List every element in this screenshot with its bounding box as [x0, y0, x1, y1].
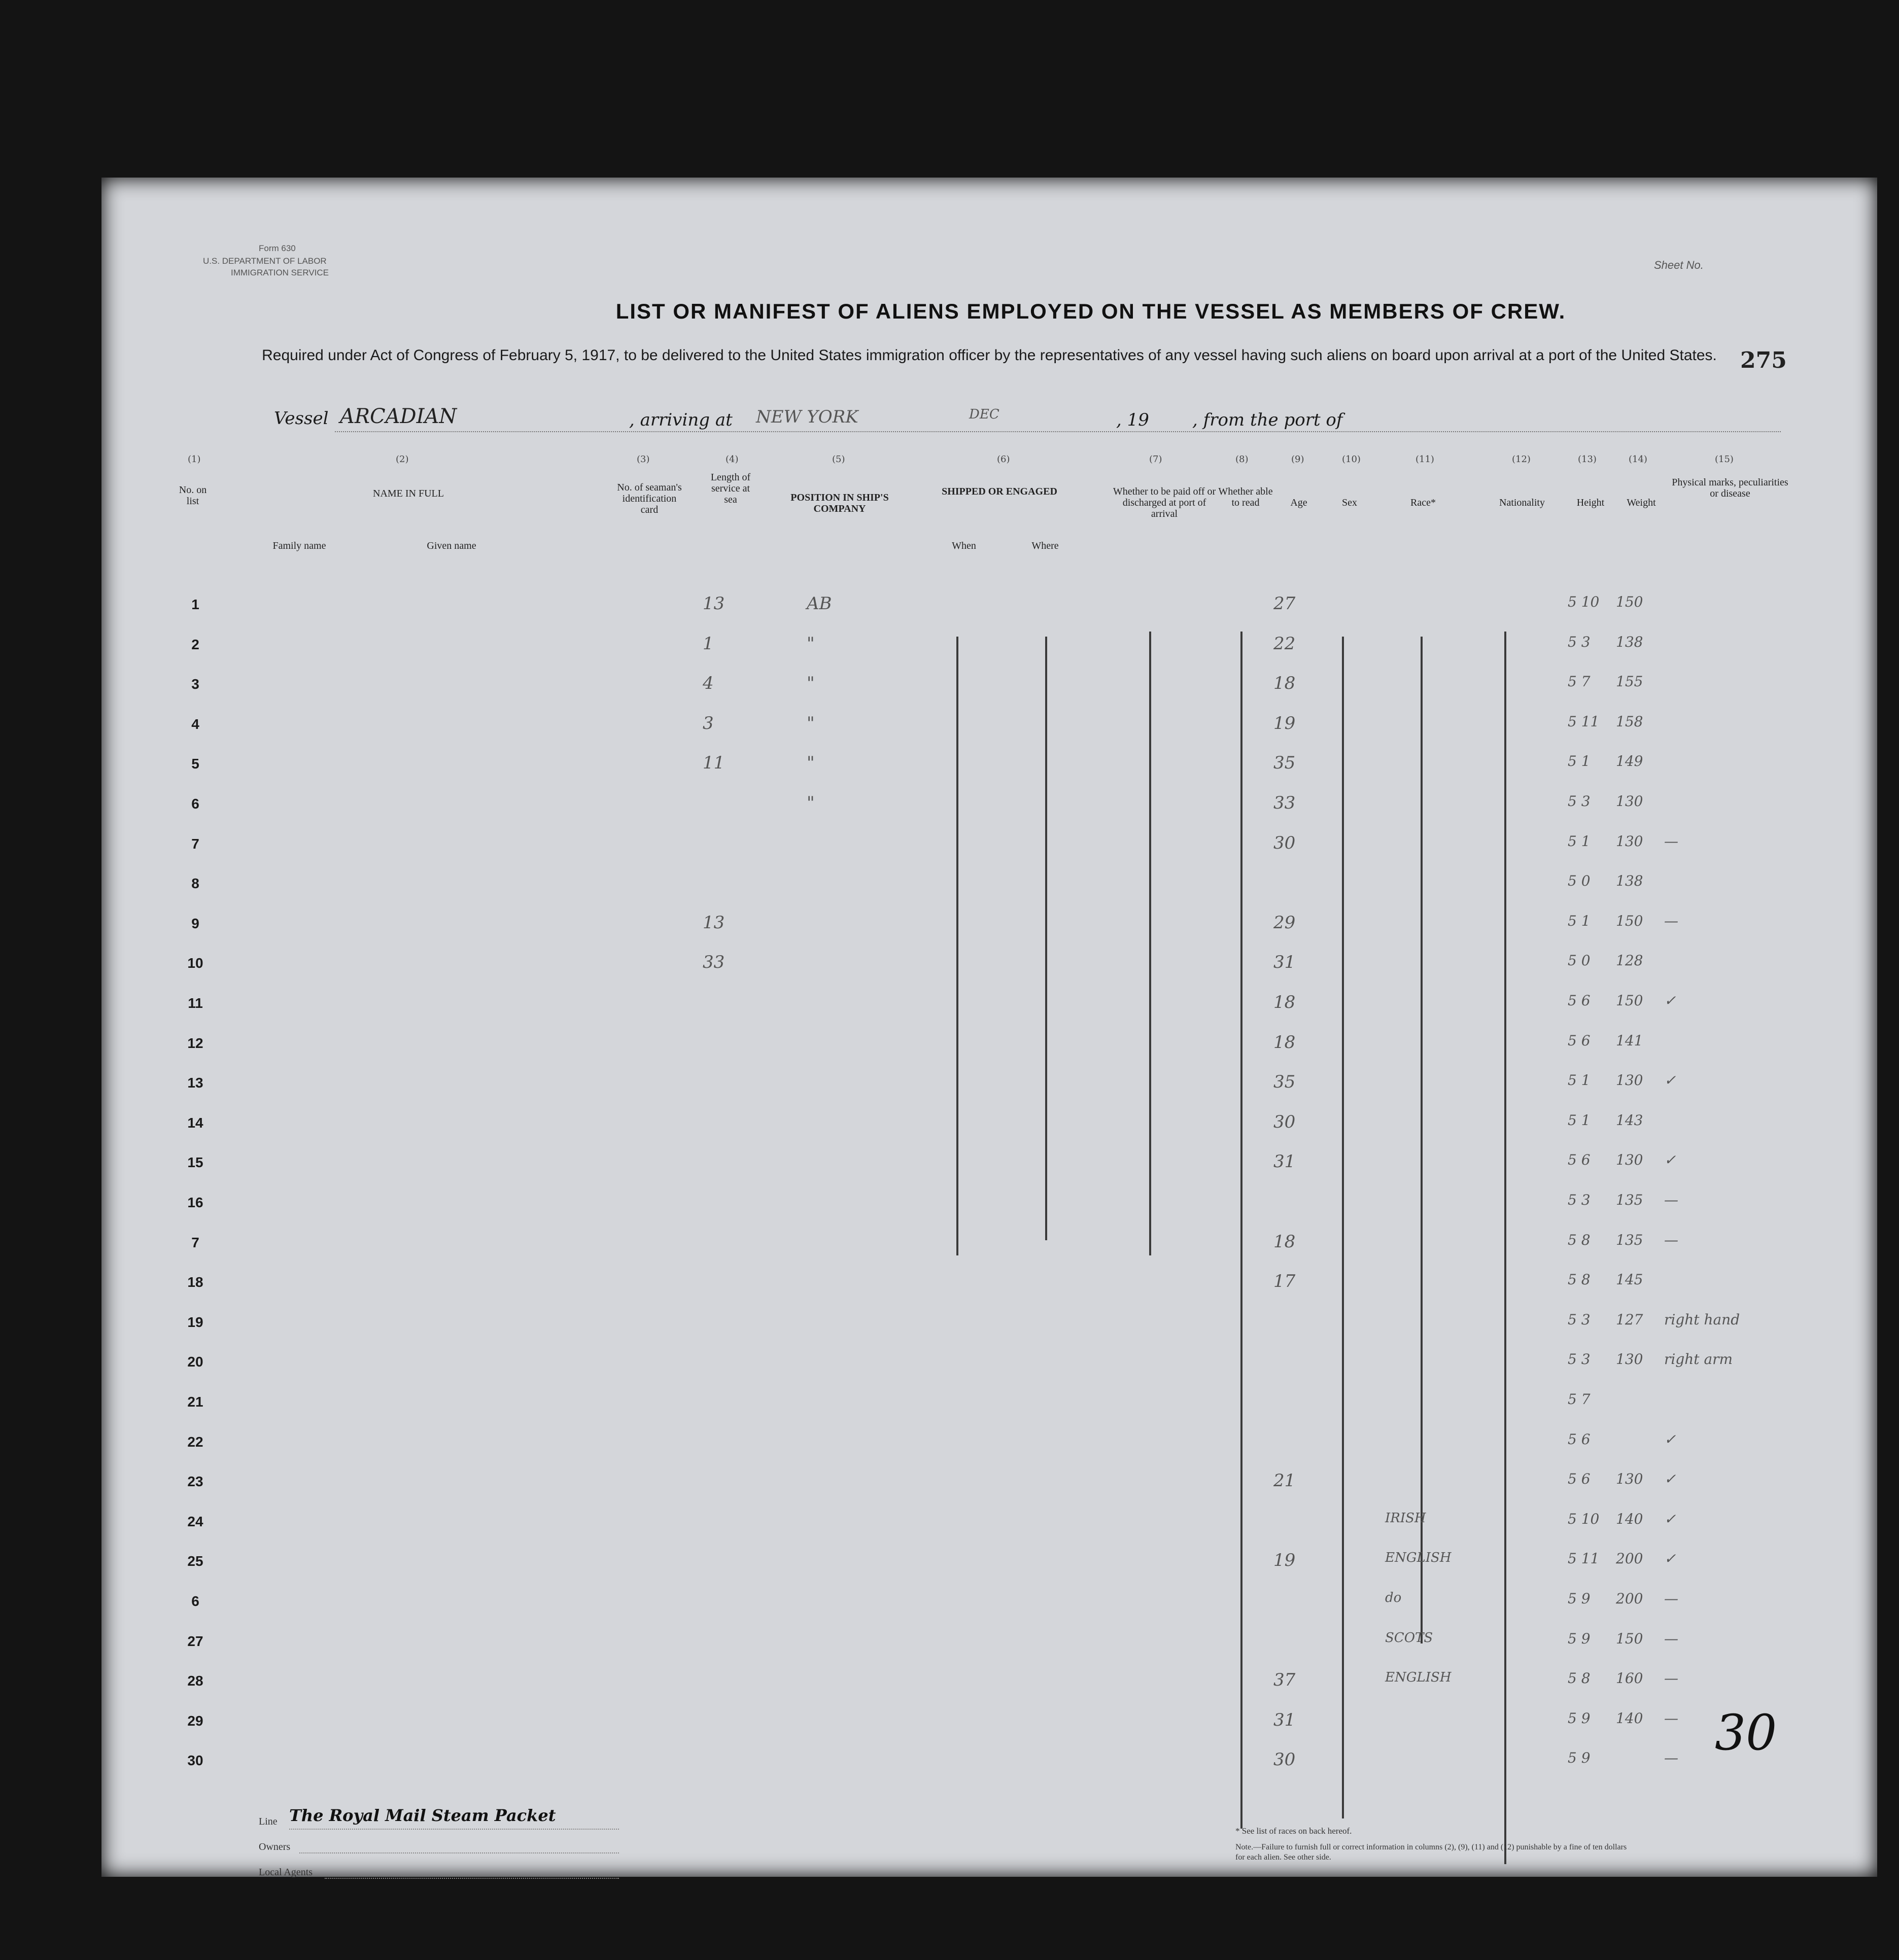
row-weight: 140 [1616, 1709, 1643, 1727]
row-height: 5 1 [1568, 753, 1591, 770]
row-weight: 138 [1616, 872, 1643, 890]
row-age: 33 [1273, 793, 1296, 813]
footer-race-note: * See list of races on back hereof. [1235, 1826, 1352, 1836]
from-port-label: , from the port of [1192, 410, 1343, 430]
col-head-paid-off: Whether to be paid off or discharged at port of arrival [1113, 486, 1216, 519]
row-marks: — [1664, 1192, 1678, 1208]
row-race: ENGLISH [1385, 1550, 1452, 1566]
row-position: " [807, 633, 815, 654]
row-height: 5 6 [1568, 1032, 1591, 1049]
row-weight: 138 [1616, 633, 1643, 650]
col-num-8: (8) [1235, 454, 1249, 465]
row-height: 5 7 [1568, 673, 1591, 690]
row-service: 1 [703, 633, 714, 654]
row-number: 25 [187, 1553, 203, 1569]
row-marks: — [1664, 1630, 1678, 1647]
row-service: 13 [703, 912, 725, 933]
footer-line-label: Line [259, 1816, 278, 1827]
ditto-line-where [1045, 637, 1047, 1240]
row-weight: 130 [1616, 1471, 1643, 1488]
page-subtitle: Required under Act of Congress of February 5, 1917, to be delivered to the United States immigration officer by the representatives of any vessel having such aliens on board upon arrival at a port of the United States. [262, 347, 1717, 364]
row-marks: ✓ [1664, 1510, 1676, 1527]
footer-owners-label: Owners [259, 1841, 291, 1852]
col-head-position: POSITION IN SHIP'S COMPANY [790, 492, 889, 514]
vessel-underline [335, 431, 1781, 432]
row-height: 5 1 [1568, 912, 1591, 929]
col-head-id-card: No. of seaman's identification card [617, 482, 682, 515]
col-head-race: Race* [1410, 497, 1436, 508]
row-number: 7 [191, 1234, 199, 1250]
row-number: 5 [191, 756, 199, 772]
col-head-where: Where [1031, 540, 1059, 551]
row-height: 5 11 [1568, 713, 1600, 730]
row-weight: 127 [1616, 1311, 1643, 1328]
col-head-family: Family name [272, 540, 326, 551]
row-age: 30 [1273, 1111, 1296, 1132]
row-age: 19 [1273, 1550, 1296, 1571]
col-head-marks: Physical marks, peculiarities or disease [1672, 477, 1788, 499]
row-age: 31 [1273, 1709, 1296, 1730]
row-marks: — [1664, 1670, 1678, 1687]
col-head-nationality: Nationality [1499, 497, 1545, 508]
form-number: Form 630 [259, 243, 296, 253]
service-name: IMMIGRATION SERVICE [231, 268, 329, 277]
footer-agents-label: Local Agents [259, 1867, 313, 1878]
row-marks: — [1664, 1749, 1678, 1767]
row-weight: 135 [1616, 1192, 1643, 1208]
row-height: 5 6 [1568, 992, 1591, 1009]
footer-line-value: The Royal Mail Steam Packet [289, 1806, 556, 1825]
row-weight: 130 [1616, 832, 1643, 850]
total-count-annotation: 30 [1715, 1704, 1777, 1761]
row-age: 37 [1273, 1670, 1296, 1691]
row-age: 19 [1273, 713, 1296, 733]
row-height: 5 8 [1568, 1231, 1591, 1248]
col-num-1: (1) [188, 454, 201, 465]
ditto-line-sex [1342, 637, 1344, 1818]
ditto-line-race [1421, 637, 1423, 1643]
col-head-no: No. on list [179, 484, 207, 507]
row-weight: 149 [1616, 753, 1643, 770]
row-age: 18 [1273, 673, 1296, 694]
row-height: 5 9 [1568, 1749, 1591, 1767]
row-weight: 200 [1616, 1590, 1643, 1607]
row-service: 33 [703, 952, 725, 973]
row-race: SCOTS [1385, 1630, 1433, 1646]
row-height: 5 3 [1568, 1311, 1591, 1328]
row-height: 5 10 [1568, 1510, 1600, 1527]
row-age: 27 [1273, 593, 1296, 614]
row-age: 18 [1273, 1032, 1296, 1053]
row-number: 23 [187, 1474, 203, 1490]
row-marks: — [1664, 1231, 1678, 1248]
col-num-12: (12) [1512, 454, 1531, 465]
row-marks: — [1664, 912, 1678, 929]
row-age: 35 [1273, 1072, 1296, 1093]
row-marks: ✓ [1664, 1151, 1676, 1169]
row-weight: 141 [1616, 1032, 1643, 1049]
row-position: " [807, 713, 815, 733]
col-head-shipped: SHIPPED OR ENGAGED [942, 486, 1057, 497]
col-head-age: Age [1290, 497, 1307, 508]
col-num-15: (15) [1715, 454, 1734, 465]
row-marks: ✓ [1664, 1471, 1676, 1488]
col-head-sex: Sex [1342, 497, 1357, 508]
col-num-4: (4) [726, 454, 739, 465]
year-label: , 19 [1116, 410, 1149, 430]
row-age: 18 [1273, 992, 1296, 1012]
row-number: 7 [191, 835, 199, 852]
row-number: 18 [187, 1274, 203, 1290]
row-position: " [807, 753, 815, 774]
ditto-line-read [1240, 632, 1242, 1829]
footer-owners-underline [299, 1852, 619, 1853]
row-age: 22 [1273, 633, 1296, 654]
row-marks: — [1664, 832, 1678, 850]
row-age: 31 [1273, 1151, 1296, 1172]
row-number: 6 [191, 1593, 199, 1609]
row-number: 30 [187, 1753, 203, 1769]
row-weight: 160 [1616, 1670, 1643, 1687]
col-num-9: (9) [1291, 454, 1304, 465]
col-num-10: (10) [1342, 454, 1361, 465]
row-weight: 130 [1616, 793, 1643, 810]
row-number: 11 [188, 995, 203, 1011]
arrival-date: DEC [969, 407, 999, 422]
row-age: 30 [1273, 832, 1296, 853]
row-number: 1 [191, 597, 199, 612]
col-head-height: Height [1576, 497, 1605, 508]
row-number: 20 [187, 1354, 203, 1370]
row-number: 6 [191, 796, 199, 812]
col-head-service: Length of service at sea [710, 472, 751, 505]
row-number: 21 [187, 1394, 203, 1410]
row-marks: ✓ [1664, 1430, 1676, 1448]
row-number: 22 [187, 1433, 203, 1450]
row-race: IRISH [1385, 1510, 1426, 1526]
row-weight: 135 [1616, 1231, 1643, 1248]
row-height: 5 3 [1568, 1351, 1591, 1368]
row-weight: 143 [1616, 1111, 1643, 1129]
row-number: 10 [187, 955, 203, 971]
footer-note: Note.—Failure to furnish full or correct information in columns (2), (9), (11) and (12) punishable by a fine of ten dollars for each alien. See other side. [1235, 1843, 1627, 1862]
row-marks: — [1664, 1709, 1678, 1727]
row-number: 27 [187, 1633, 203, 1649]
row-race: do [1385, 1590, 1402, 1605]
row-weight: 200 [1616, 1550, 1643, 1567]
row-marks: right arm [1664, 1351, 1733, 1368]
row-height: 5 8 [1568, 1271, 1591, 1288]
row-marks: right hand [1664, 1311, 1740, 1328]
col-num-2: (2) [396, 454, 409, 465]
row-height: 5 10 [1568, 593, 1600, 610]
row-height: 5 8 [1568, 1670, 1591, 1687]
col-num-5: (5) [832, 454, 845, 465]
row-weight: 130 [1616, 1351, 1643, 1368]
col-num-3: (3) [637, 454, 650, 465]
row-age: 31 [1273, 952, 1296, 973]
row-age: 18 [1273, 1231, 1296, 1252]
row-height: 5 6 [1568, 1430, 1591, 1448]
row-number: 3 [191, 676, 199, 692]
row-weight: 145 [1616, 1271, 1643, 1288]
row-weight: 150 [1616, 912, 1643, 929]
row-number: 12 [187, 1035, 203, 1051]
row-weight: 150 [1616, 992, 1643, 1009]
row-age: 30 [1273, 1749, 1296, 1770]
row-service: 4 [703, 673, 714, 694]
arriving-port: NEW YORK [756, 407, 858, 427]
col-num-14: (14) [1629, 454, 1647, 465]
arriving-label: , arriving at [629, 410, 733, 430]
vessel-name: ARCADIAN [340, 405, 457, 428]
row-weight: 130 [1616, 1151, 1643, 1169]
row-height: 5 3 [1568, 793, 1591, 810]
row-number: 2 [191, 636, 199, 652]
row-weight: 150 [1616, 1630, 1643, 1647]
sheet-number-label: Sheet No. [1654, 259, 1704, 271]
row-number: 15 [187, 1154, 203, 1171]
row-height: 5 9 [1568, 1590, 1591, 1607]
row-service: 3 [703, 713, 714, 733]
col-num-11: (11) [1415, 454, 1434, 465]
department-name: U.S. DEPARTMENT OF LABOR [203, 256, 327, 266]
row-number: 8 [191, 876, 199, 892]
row-number: 13 [187, 1075, 203, 1091]
row-height: 5 7 [1568, 1391, 1591, 1408]
row-marks: ✓ [1664, 992, 1676, 1009]
row-service: 13 [703, 593, 725, 614]
row-height: 5 6 [1568, 1151, 1591, 1169]
footer-agents-underline [325, 1878, 619, 1879]
footer-line-underline [289, 1829, 619, 1830]
row-position: " [807, 673, 815, 694]
ditto-line-when [956, 637, 958, 1255]
col-head-read: Whether able to read [1218, 486, 1273, 508]
row-height: 5 1 [1568, 1072, 1591, 1089]
col-head-when: When [952, 540, 976, 551]
col-num-13: (13) [1578, 454, 1597, 465]
row-number: 16 [187, 1195, 203, 1210]
row-position: AB [807, 593, 832, 614]
col-num-7: (7) [1149, 454, 1162, 465]
row-number: 19 [187, 1314, 203, 1330]
row-height: 5 6 [1568, 1471, 1591, 1488]
row-height: 5 9 [1568, 1630, 1591, 1647]
ditto-line-paid [1149, 632, 1151, 1255]
page-title: LIST OR MANIFEST OF ALIENS EMPLOYED ON THE VESSEL AS MEMBERS OF CREW. [615, 299, 1566, 323]
row-age: 29 [1273, 912, 1296, 933]
row-height: 5 3 [1568, 633, 1591, 650]
row-service: 11 [703, 753, 725, 774]
row-position: " [807, 793, 815, 813]
col-head-given: Given name [427, 540, 476, 551]
row-weight: 140 [1616, 1510, 1643, 1527]
row-marks: — [1664, 1590, 1678, 1607]
row-number: 4 [191, 716, 199, 732]
row-age: 21 [1273, 1471, 1296, 1491]
row-number: 9 [191, 915, 199, 931]
row-height: 5 9 [1568, 1709, 1591, 1727]
row-age: 17 [1273, 1271, 1296, 1292]
col-head-name: NAME IN FULL [373, 488, 444, 499]
row-number: 24 [187, 1513, 203, 1529]
row-height: 5 1 [1568, 832, 1591, 850]
row-number: 29 [187, 1712, 203, 1729]
page-number: 275 [1740, 347, 1787, 373]
row-weight: 158 [1616, 713, 1643, 730]
row-height: 5 0 [1568, 872, 1591, 890]
row-number: 14 [187, 1114, 203, 1131]
row-marks: ✓ [1664, 1072, 1676, 1089]
row-weight: 128 [1616, 952, 1643, 969]
col-head-weight: Weight [1627, 497, 1656, 508]
row-height: 5 1 [1568, 1111, 1591, 1129]
row-race: ENGLISH [1385, 1670, 1452, 1686]
col-num-6: (6) [997, 454, 1010, 465]
row-height: 5 11 [1568, 1550, 1600, 1567]
row-age: 35 [1273, 753, 1296, 774]
row-number: 28 [187, 1673, 203, 1689]
row-weight: 155 [1616, 673, 1643, 690]
vessel-label: Vessel [274, 408, 329, 429]
ditto-line-nationality [1504, 632, 1506, 1864]
row-height: 5 3 [1568, 1192, 1591, 1208]
row-weight: 150 [1616, 593, 1643, 610]
row-marks: ✓ [1664, 1550, 1676, 1567]
row-height: 5 0 [1568, 952, 1591, 969]
manifest-sheet [101, 178, 1877, 1877]
row-weight: 130 [1616, 1072, 1643, 1089]
